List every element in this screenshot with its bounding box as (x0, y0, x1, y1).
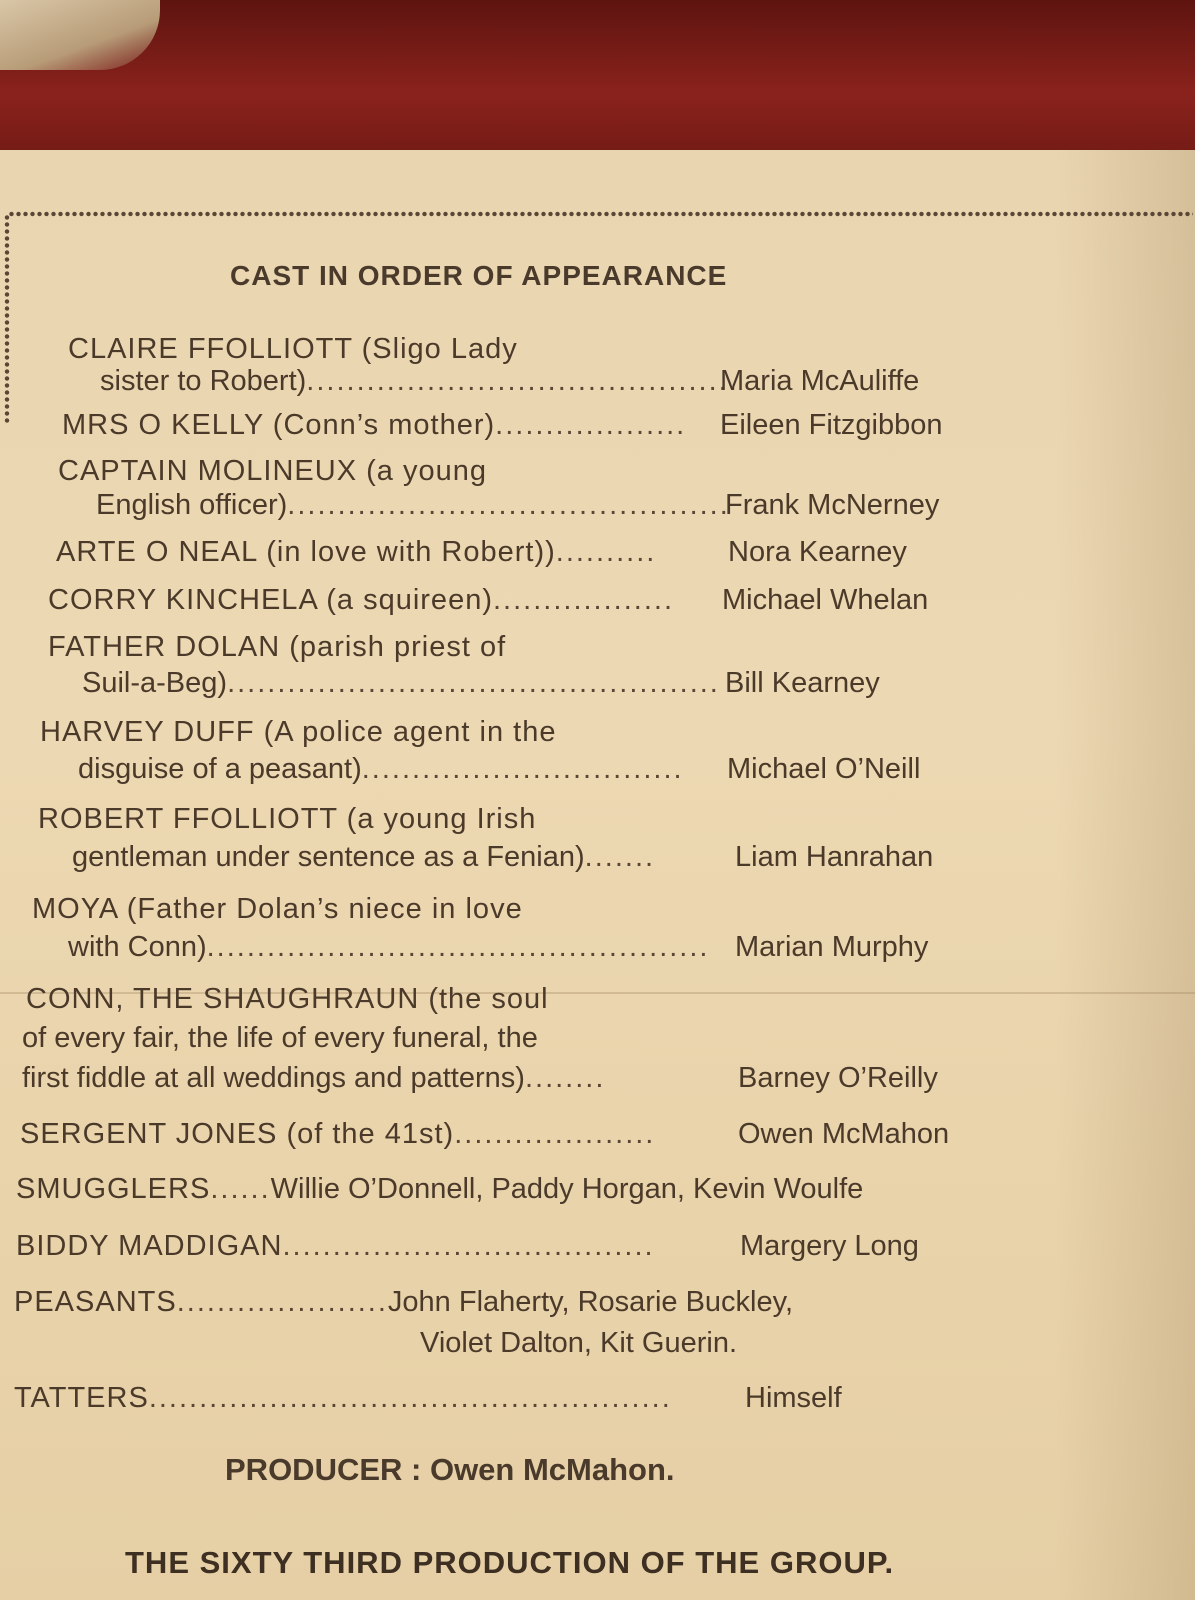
cast-actor: Nora Kearney (728, 536, 907, 568)
cast-entry (56, 536, 656, 569)
cast-role-cont: sister to Robert) (100, 365, 307, 397)
cast-entry (82, 667, 720, 700)
cast-role: HARVEY DUFF (A police agent in the (40, 716, 557, 748)
cast-role: ARTE O NEAL (in love with Robert)) (56, 536, 556, 568)
cast-role-cont: of every fair, the life of every funeral, the (22, 1022, 538, 1054)
cast-actor: Maria McAuliffe (720, 365, 920, 397)
cast-entry (62, 409, 686, 442)
cast-entry (72, 841, 655, 874)
dot-leader: .................................................... (148, 1382, 672, 1414)
cast-entry (100, 365, 739, 398)
cast-actor: Eileen Fitzgibbon (720, 409, 943, 441)
programme-page (0, 150, 1195, 1600)
cast-actor: Marian Murphy (735, 931, 929, 963)
cast-actor: John Flaherty, Rosarie Buckley, (387, 1286, 794, 1318)
cast-actor: Himself (745, 1382, 842, 1414)
cast-actor: Bill Kearney (725, 667, 880, 699)
dot-leader: ................... (495, 409, 687, 441)
cast-role: PEASANTS (14, 1286, 177, 1318)
cast-actor: Willie O’Donnell, Paddy Horgan, Kevin Woulfe (270, 1173, 864, 1205)
dot-leader: ....... (584, 841, 656, 873)
dot-leader: ............................................ (287, 489, 730, 521)
cast-role-cont: English officer) (96, 489, 288, 521)
cast-role: TATTERS (14, 1382, 149, 1414)
dotted-border-top (8, 210, 1193, 218)
page-shadow (1055, 150, 1195, 1600)
cast-actor: Liam Hanrahan (735, 841, 934, 873)
cast-actor: Margery Long (740, 1230, 919, 1262)
cast-actor: Owen McMahon (738, 1118, 950, 1150)
cast-actor: Violet Dalton, Kit Guerin. (420, 1327, 738, 1359)
cast-entry (16, 1230, 655, 1263)
red-fabric-background (0, 0, 1195, 170)
cast-role: MOYA (Father Dolan’s niece in love (32, 893, 523, 925)
cast-actor: Michael O’Neill (727, 753, 921, 785)
cast-heading: CAST IN ORDER OF APPEARANCE (230, 260, 728, 291)
cast-role-cont: first fiddle at all weddings and patterns) (22, 1062, 525, 1094)
cast-role: BIDDY MADDIGAN (16, 1230, 283, 1262)
dot-leader: ...... (210, 1173, 271, 1205)
dot-leader: .......... (555, 536, 657, 568)
cast-entry (16, 1173, 863, 1206)
cast-entry (78, 753, 684, 786)
cast-entry (96, 489, 730, 522)
dot-leader: .................................................. (206, 931, 710, 963)
dot-leader: ................................................. (227, 667, 720, 699)
dot-leader: .................. (492, 584, 675, 616)
dot-leader: ........ (524, 1062, 606, 1094)
cast-entry (14, 1382, 672, 1415)
cast-role: CONN, THE SHAUGHRAUN (the soul (26, 983, 549, 1015)
dot-leader: ........................................... (306, 365, 739, 397)
cast-role-cont: with Conn) (68, 931, 207, 963)
cast-role-cont: gentleman under sentence as a Fenian) (72, 841, 585, 873)
dot-leader: ................................ (361, 753, 684, 785)
cast-entry (22, 1062, 605, 1095)
dot-leader: ..................................... (282, 1230, 655, 1262)
dotted-border-left (3, 214, 11, 424)
cast-role: FATHER DOLAN (parish priest of (48, 631, 507, 663)
cast-entry (14, 1286, 793, 1319)
cast-entry (20, 1118, 655, 1151)
cast-role: CORRY KINCHELA (a squireen) (48, 584, 493, 616)
cast-entry (68, 931, 709, 964)
dot-leader: .................... (454, 1118, 656, 1150)
dot-leader: ..................... (176, 1286, 388, 1318)
cast-actor: Frank McNerney (725, 489, 940, 521)
cast-actor: Michael Whelan (722, 584, 929, 616)
cast-entry (48, 584, 674, 617)
cast-role-cont: Suil-a-Beg) (82, 667, 228, 699)
cast-role: SERGENT JONES (of the 41st) (20, 1118, 455, 1150)
cast-role: CLAIRE FFOLLIOTT (Sligo Lady (68, 333, 518, 365)
cast-role: SMUGGLERS (16, 1173, 211, 1205)
cast-role: MRS O KELLY (Conn’s mother) (62, 409, 496, 441)
cast-role-cont: disguise of a peasant) (78, 753, 362, 785)
producer-credit: PRODUCER : Owen McMahon. (225, 1452, 675, 1487)
cast-actor: Barney O’Reilly (738, 1062, 938, 1094)
cast-role: CAPTAIN MOLINEUX (a young (58, 455, 487, 487)
production-note: THE SIXTY THIRD PRODUCTION OF THE GROUP. (125, 1545, 895, 1580)
cast-role: ROBERT FFOLLIOTT (a young Irish (38, 803, 537, 835)
